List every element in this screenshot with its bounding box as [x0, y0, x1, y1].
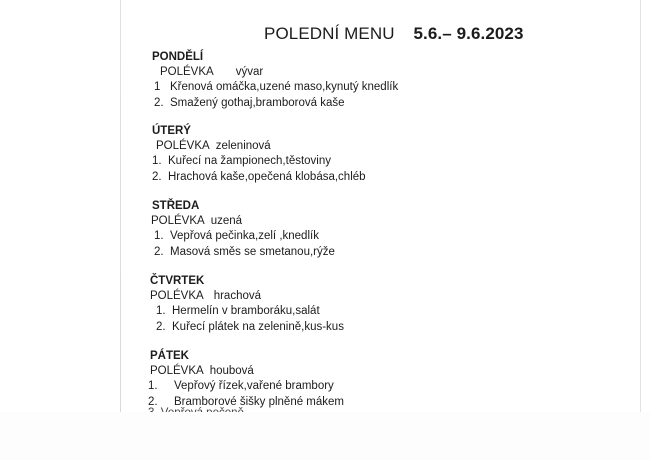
item-number: 1.: [148, 380, 158, 392]
day-heading-tuesday: ÚTERÝ: [152, 125, 191, 137]
menu-title-text: POLEDNÍ MENU: [264, 24, 395, 43]
day-heading-friday: PÁTEK: [150, 350, 189, 362]
item-text: Smažený gothaj,bramborová kaše: [170, 97, 345, 109]
menu-date-range: 5.6.– 9.6.2023: [413, 24, 524, 43]
soup-label: POLÉVKA: [150, 365, 204, 377]
item-number: 2.: [154, 246, 164, 258]
item-text: Vepřový řízek,vařené brambory: [174, 380, 334, 392]
soup-label: POLÉVKA: [150, 290, 204, 302]
item-number: 2.: [156, 321, 166, 333]
menu-item-tuesday-2: [152, 171, 366, 183]
day-heading-thursday: ČTVRTEK: [150, 275, 205, 287]
soup-line-thursday: [150, 290, 261, 302]
item-text: Hermelín v bramboráku,salát: [172, 305, 320, 317]
soup-line-friday: [150, 365, 254, 377]
item-number: 1: [154, 81, 161, 93]
item-number: 1.: [152, 155, 162, 167]
item-number: 2.: [148, 396, 158, 408]
item-text: Kuřecí na žampionech,těstoviny: [168, 155, 332, 167]
day-heading-wednesday: STŘEDA: [152, 200, 200, 212]
item-text: Kuřecí plátek na zelenině,kus-kus: [172, 321, 344, 333]
item-number: 2.: [154, 97, 164, 109]
soup-name: hrachová: [213, 290, 262, 302]
soup-line-wednesday: [151, 215, 242, 227]
menu-item-friday-1: [148, 380, 334, 392]
soup-name: zeleninová: [215, 140, 271, 152]
menu-item-thursday-2: [156, 321, 344, 333]
soup-line-tuesday: [156, 140, 271, 152]
soup-name: houbová: [209, 365, 254, 377]
soup-name: vývar: [235, 66, 264, 78]
scan-page-edge-left: [120, 0, 121, 420]
soup-label: POLÉVKA: [156, 140, 210, 152]
menu-item-monday-1: [154, 81, 398, 93]
soup-name: uzená: [210, 215, 243, 227]
scan-page-edge-right: [640, 0, 641, 412]
item-number: 1.: [156, 305, 166, 317]
menu-item-wednesday-1: [154, 230, 319, 242]
item-number: 1.: [154, 230, 164, 242]
scan-bottom-margin: [0, 412, 650, 460]
item-text: Bramborové šišky plněné mákem: [174, 396, 345, 408]
item-text: Vepřová pečinka,zelí ,knedlík: [170, 230, 319, 242]
item-text: Masová směs se smetanou,rýže: [170, 246, 335, 258]
soup-line-monday: [160, 66, 263, 78]
item-text: Hrachová kaše,opečená klobása,chléb: [168, 171, 366, 183]
menu-item-tuesday-1: [152, 155, 331, 167]
day-heading-monday: PONDĚLÍ: [152, 51, 204, 63]
item-number: 2.: [152, 171, 162, 183]
item-text: Křenová omáčka,uzené maso,kynutý knedlík: [170, 81, 399, 93]
menu-item-thursday-1: [156, 305, 320, 317]
menu-item-monday-2: [154, 97, 345, 109]
menu-title: [264, 24, 524, 44]
menu-item-wednesday-2: [154, 246, 335, 258]
soup-label: POLÉVKA: [160, 66, 214, 78]
soup-label: POLÉVKA: [151, 215, 205, 227]
